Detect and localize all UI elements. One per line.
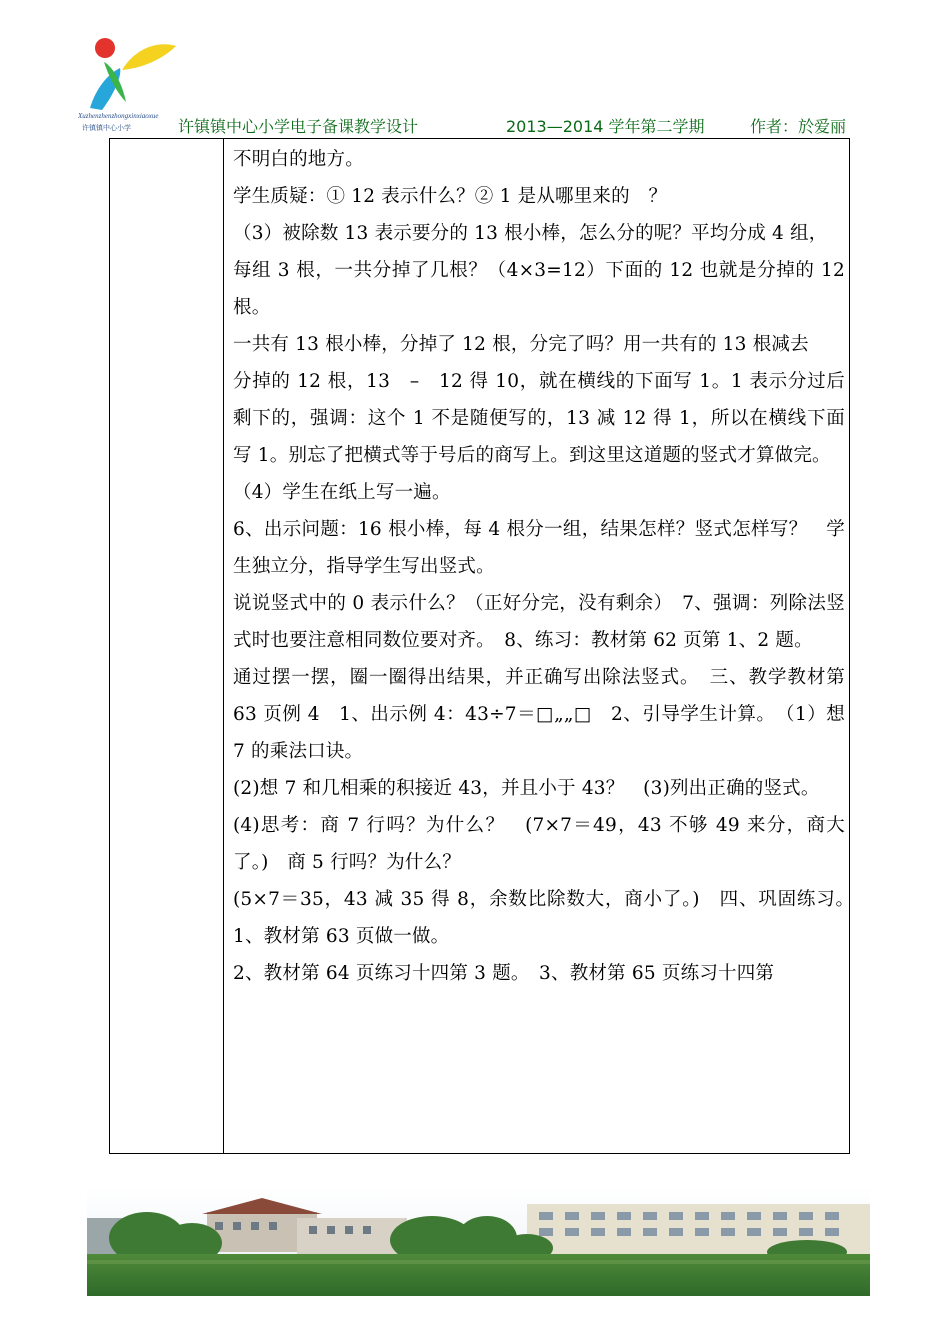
campus-photo xyxy=(87,1188,870,1296)
paragraph: （3）被除数 13 表示要分的 13 根小棒，怎么分的呢？平均分成 4 组， xyxy=(233,223,828,244)
paragraph: 通过摆一摆，圈一圈得出结果，并正确写出除法竖式。 三、教学教材第 63 页例 4 1、出示例 4：43÷7＝□„„□ 2、引导学生计算。 （1）想 7 的乘法口诀。 xyxy=(233,667,845,762)
header-term: 2013—2014 学年第二学期 xyxy=(506,117,705,136)
column-divider xyxy=(223,139,224,1153)
lesson-content xyxy=(233,141,864,992)
paragraph: 学生质疑：① 12 表示什么？② 1 是从哪里来的 ？ xyxy=(233,186,668,207)
paragraph: 不明白的地方。 xyxy=(233,149,364,170)
paragraph: 2、教材第 64 页练习十四第 3 题。 3、教材第 65 页练习十四第 xyxy=(233,963,775,984)
paragraph: 一共有 13 根小棒，分掉了 12 根，分完了吗？用一共有的 13 根减去 xyxy=(233,334,809,355)
paragraph: 6、出示问题：16 根小棒，每 4 根分一组，结果怎样？竖式怎样写？ 学生独立分，指导学生写出竖式。 xyxy=(233,519,845,577)
header-title: 许镇镇中心小学电子备课教学设计 xyxy=(178,117,419,136)
logo-school-name: 许镇镇中心小学 xyxy=(82,124,131,132)
paragraph: （4）学生在纸上写一遍。 xyxy=(233,482,451,503)
paragraph: 说说竖式中的 0 表示什么？（正好分完，没有剩余） 7、强调：列除法竖式时也要注意相同数位要对齐。 8、练习：教材第 62 页第 1、2 题。 xyxy=(233,593,845,651)
campus-scene-icon xyxy=(87,1188,870,1296)
paragraph: (4)思考：商 7 行吗？为什么？ (7×7＝49，43 不够 49 来分，商大了。) 商 5 行吗？为什么？ xyxy=(233,815,845,873)
paragraph: 分掉的 12 根，13 – 12 得 10，就在横线的下面写 1。1 表示分过后剩下的，强调：这个 1 不是随便写的，13 减 12 得 1，所以在横线下面写 1。别忘了把横式等于号后的商写上。到这里这道题的竖式才算做完。 xyxy=(233,371,845,466)
paragraph: (2)想 7 和几相乘的积接近 43，并且小于 43？ (3)列出正确的竖式。 xyxy=(233,778,820,799)
paragraph: 每组 3 根，一共分掉了几根？（4×3=12）下面的 12 也就是分掉的 12 根。 xyxy=(233,260,845,318)
paragraph: (5×7＝35，43 减 35 得 8，余数比除数大，商小了。) 四、巩固练习。 1、教材第 63 页做一做。 xyxy=(233,889,864,947)
lesson-table xyxy=(109,138,864,1154)
header-author: 作者：於爱丽 xyxy=(750,117,847,136)
logo-pinyin: Xuzhenzhenzhongxinxiaoxue xyxy=(78,112,159,120)
logo-emblem-icon xyxy=(82,36,182,116)
